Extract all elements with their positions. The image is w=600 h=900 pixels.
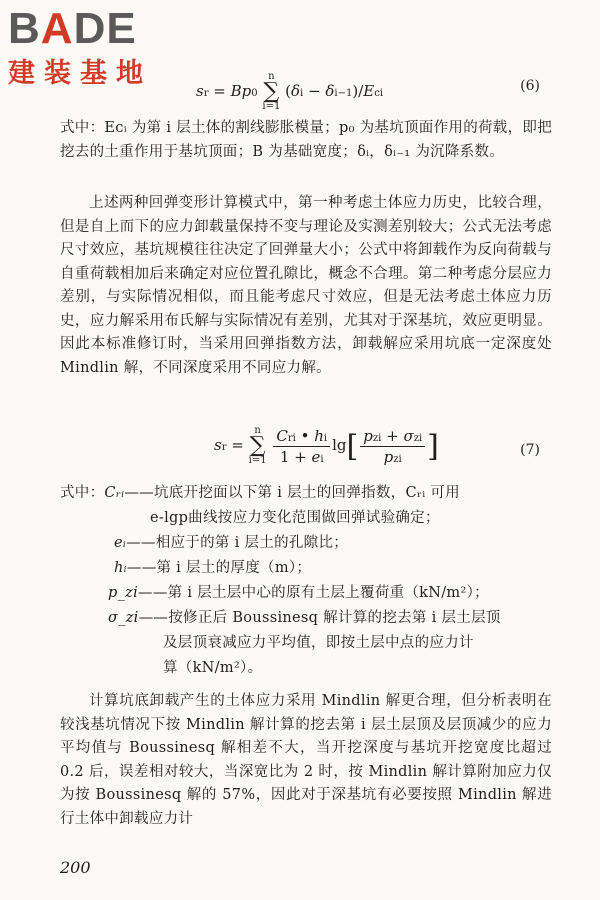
equation-7 — [0, 420, 600, 480]
paragraph-mindlin: 计算坑底卸载产生的土体应力采用 Mindlin 解更合理，但分析表明在较浅基坑情况下按 Mindlin 解计算的挖去第 i 层土层顶及层顶减少的应力平均值与 Boussinesq 解相差不大，当开挖深度与基坑开挖宽度比超过 0.2 后，误差相对较大，当深宽比为 2 时，按 Mindlin 解计算附加应力仅为按 Boussinesq 解的 57%，因此对于深基坑有必要按照 Mindlin 解进行土体中卸载应力计 — [60, 693, 552, 827]
paragraph-model-comparison: 上述两种回弹变形计算模式中，第一种考虑土体应力历史，比较合理，但是自上而下的应力卸载量保持不变与理论及实测差别较大；公式无法考虑尺寸效应，基坑规模往往决定了回弹量大小；公式中将卸载作为反向荷载与自重荷载相加后来确定对应位置孔隙比，概念不合理。第二种考虑分层应力差别，与实际情况相似，而且能考虑尺寸效应，但是无法考虑土体应力历史，应力解采用布氏解与实际情况有差别，尤其对于深基坑，效应更明显。因此本标准修订时，当采用回弹指数方法，卸载解应采用坑底一定深度处 Mindlin 解，不同深度采用不同应力解。 — [60, 195, 552, 376]
definition-szi-cont: 及层顶衰减应力平均值，即按土层中点的应力计 — [163, 635, 474, 651]
logo-wordmark: BADE — [8, 4, 137, 53]
definition-hi: hᵢ——第 i 层土的厚度（m）； — [114, 560, 312, 576]
equation-6-number: (6) — [520, 78, 540, 94]
page-number: 200 — [60, 858, 91, 877]
definition-cri: 式中：Cᵣᵢ——坑底开挖面以下第 i 层土的回弹指数，Cᵣᵢ 可用 — [60, 485, 460, 501]
definition-szi: σ_zi——按修正后 Boussinesq 解计算的挖去第 i 层土层顶 — [108, 610, 501, 626]
definition-pzi: p_zi——第 i 层土层中心的原有土层上覆荷重（kN/m²）； — [108, 585, 489, 601]
logo-chinese-name: 建装基地 — [8, 58, 152, 89]
definition-ei: eᵢ——相应于的第 i 层土的孔隙比； — [114, 535, 349, 551]
definition-szi-cont2: 算（kN/m²）。 — [163, 660, 263, 676]
equation-6 — [0, 62, 600, 112]
equation-6-definitions: 式中：Eᴄᵢ 为第 i 层土体的割线膨胀模量；p₀ 为基坑顶面作用的荷载，即把挖去的土重作用于基坑顶面；B 为基础宽度；δᵢ，δᵢ₋₁ 为沉降系数。 — [60, 120, 552, 160]
definition-cri-cont: e-lgp曲线按应力变化范围做回弹试验确定； — [150, 510, 440, 526]
equation-6-expression: sr = Bp0 n ∑ i=1 (δi − δi−1)/Eci — [196, 71, 384, 112]
equation-7-number: (7) — [520, 442, 540, 458]
equation-7-expression: sr = n ∑ i=1 $\frac{\text{Cri • hi}}{1 + ei}$ lg[ $\frac{\text{pzi + σzi}}{\text{pzi}}$ ] — [214, 425, 439, 466]
